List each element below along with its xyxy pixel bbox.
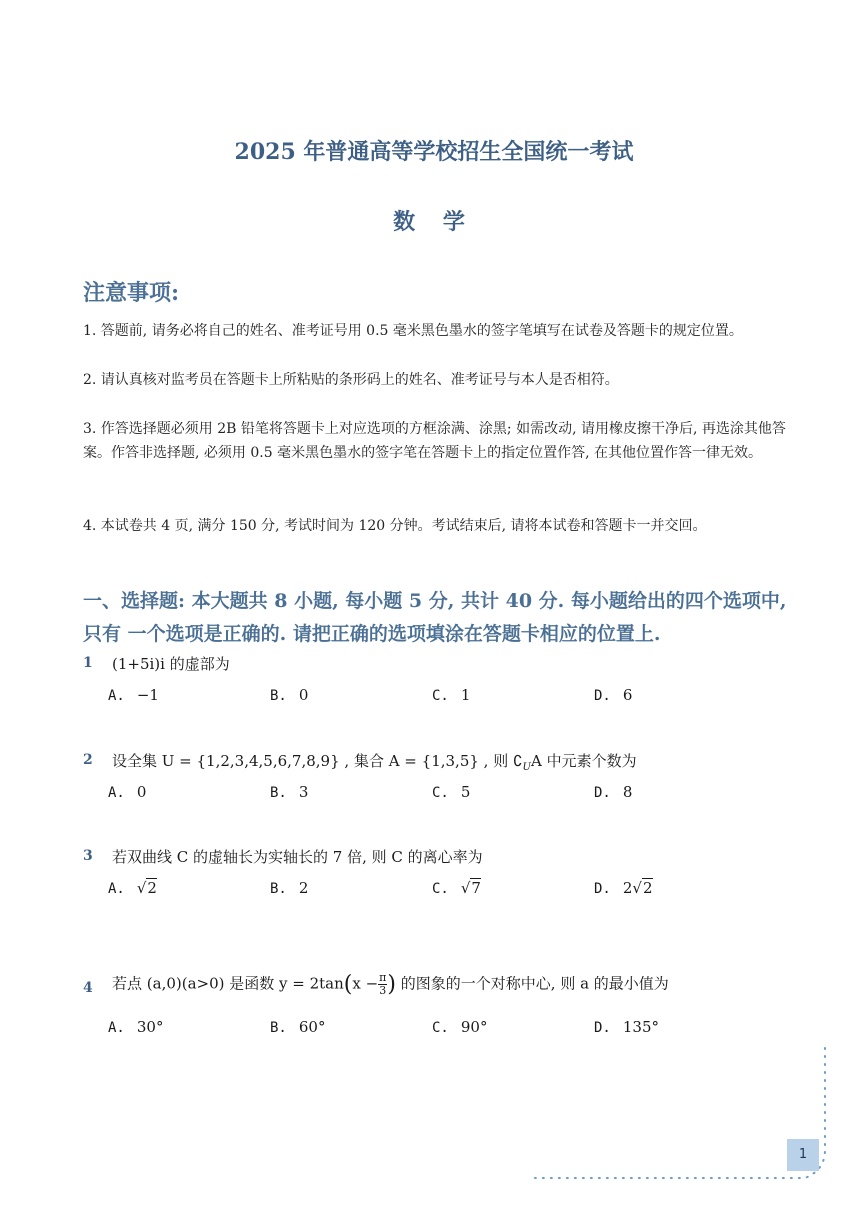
- option-value: 30°: [136, 1018, 164, 1036]
- question-4-option-b: [270, 1018, 325, 1036]
- option-label: C.: [432, 1020, 449, 1036]
- question-2-option-d: [594, 783, 632, 801]
- option-label: C.: [432, 688, 449, 704]
- coefficient: 2: [622, 879, 633, 897]
- option-value: 0: [298, 686, 309, 704]
- option-value: 8: [622, 783, 633, 801]
- option-value: 2: [298, 879, 309, 897]
- question-1-number: 1: [83, 655, 93, 671]
- question-2-text: [112, 750, 637, 773]
- question-1-option-c: [432, 686, 470, 704]
- section-heading-line-2: 只有 一个选项是正确的. 请把正确的选项填涂在答题卡相应的位置上.: [83, 623, 661, 645]
- dotted-border-line: [535, 1048, 825, 1178]
- radicand: 2: [147, 879, 157, 897]
- question-2-option-a: [108, 783, 146, 801]
- option-value: 135°: [622, 1018, 659, 1036]
- question-2-text-b: A 中元素个数为: [530, 752, 637, 770]
- radicand: 2: [642, 879, 653, 897]
- sqrt-expression: √2: [136, 879, 157, 897]
- question-4-text-b: 的图象的一个对称中心, 则 a 的最小值为: [400, 974, 669, 993]
- question-3-option-c: [432, 879, 481, 897]
- notice-item-2: 2. 请认真核对监考员在答题卡上所粘贴的条形码上的姓名、准考证号与本人是否相符。: [83, 372, 619, 388]
- radicand: 7: [471, 879, 481, 897]
- question-4-option-d: [594, 1018, 659, 1036]
- question-1-option-b: [270, 686, 308, 704]
- option-value: 3: [298, 783, 309, 801]
- right-paren: ): [387, 972, 396, 997]
- question-3-option-b: [270, 879, 308, 897]
- question-2-option-c: [432, 783, 470, 801]
- exam-title: 2025 年普通高等学校招生全国统一考试: [234, 139, 634, 165]
- question-2-number: 2: [83, 752, 93, 768]
- option-label: C.: [432, 881, 449, 897]
- option-label: D.: [594, 688, 611, 704]
- question-3-number: 3: [83, 848, 93, 864]
- option-label: D.: [594, 1020, 611, 1036]
- question-2-option-b: [270, 783, 308, 801]
- option-label: B.: [270, 688, 287, 704]
- option-value: 6: [622, 686, 633, 704]
- option-label: A.: [108, 1020, 125, 1036]
- page-number: 1: [787, 1139, 819, 1171]
- option-value: 1: [460, 686, 471, 704]
- question-4-inner: x −: [352, 974, 379, 993]
- question-3-option-a: [108, 879, 157, 897]
- notice-item-1: 1. 答题前, 请务必将自己的姓名、准考证号用 0.5 毫米黑色墨水的签字笔填写在试卷及答题卡的规定位置。: [83, 323, 743, 339]
- question-1-option-d: [594, 686, 632, 704]
- option-value: 0: [136, 783, 147, 801]
- option-label: B.: [270, 785, 287, 801]
- option-label: A.: [108, 785, 125, 801]
- notice-item-4: 4. 本试卷共 4 页, 满分 150 分, 考试时间为 120 分钟。考试结束后, 请将本试卷和答题卡一并交回。: [83, 518, 707, 534]
- option-label: D.: [594, 881, 611, 897]
- fraction-numerator: π: [379, 971, 387, 984]
- notice-item-3: 3. 作答选择题必须用 2B 铅笔将答题卡上对应选项的方框涂满、涂黑; 如需改动, 请用橡皮擦干净后, 再选涂其他答案。作答非选择题, 必须用 0.5 毫米黑色墨水的签字笔在答题卡上的指定位置作答, 在其他位置作答一律无效。: [83, 421, 786, 461]
- sqrt-expression: √2: [632, 879, 653, 897]
- question-1-text: (1+5i)i 的虚部为: [112, 655, 230, 673]
- question-4-option-c: [432, 1018, 487, 1036]
- section-heading-line-1: 一、选择题: 本大题共 8 小题, 每小题 5 分, 共计 40 分. 每小题给出的四个选项中,: [83, 590, 787, 612]
- question-4-number: 4: [83, 980, 93, 996]
- question-3-text: 若双曲线 C 的虚轴长为实轴长的 7 倍, 则 C 的离心率为: [112, 848, 483, 866]
- option-value: −1: [136, 686, 159, 704]
- left-paren: (: [343, 972, 353, 997]
- question-1-option-a: [108, 686, 159, 704]
- option-label: B.: [270, 881, 287, 897]
- option-label: C.: [432, 785, 449, 801]
- option-label: A.: [108, 881, 125, 897]
- option-value: 90°: [460, 1018, 488, 1036]
- question-4-text: [112, 972, 669, 997]
- question-4-option-a: [108, 1018, 163, 1036]
- option-label: D.: [594, 785, 611, 801]
- option-label: A.: [108, 688, 125, 704]
- section-heading: [83, 585, 803, 651]
- sqrt-expression: √7: [460, 879, 481, 897]
- notice-heading: 注意事项:: [83, 280, 180, 306]
- subject-title: 数 学: [393, 209, 475, 235]
- complement-subscript: U: [522, 762, 531, 773]
- fraction-denominator: 3: [379, 984, 387, 997]
- question-2-text-a: 设全集 U = {1,2,3,4,5,6,7,8,9} , 集合 A = {1,3,5} , 则 ∁: [112, 752, 523, 770]
- option-label: B.: [270, 1020, 287, 1036]
- question-4-text-a: 若点 (a,0)(a>0) 是函数 y = 2tan: [112, 974, 344, 993]
- option-value: 5: [460, 783, 471, 801]
- option-value: 60°: [298, 1018, 326, 1036]
- question-3-option-d: [594, 879, 653, 897]
